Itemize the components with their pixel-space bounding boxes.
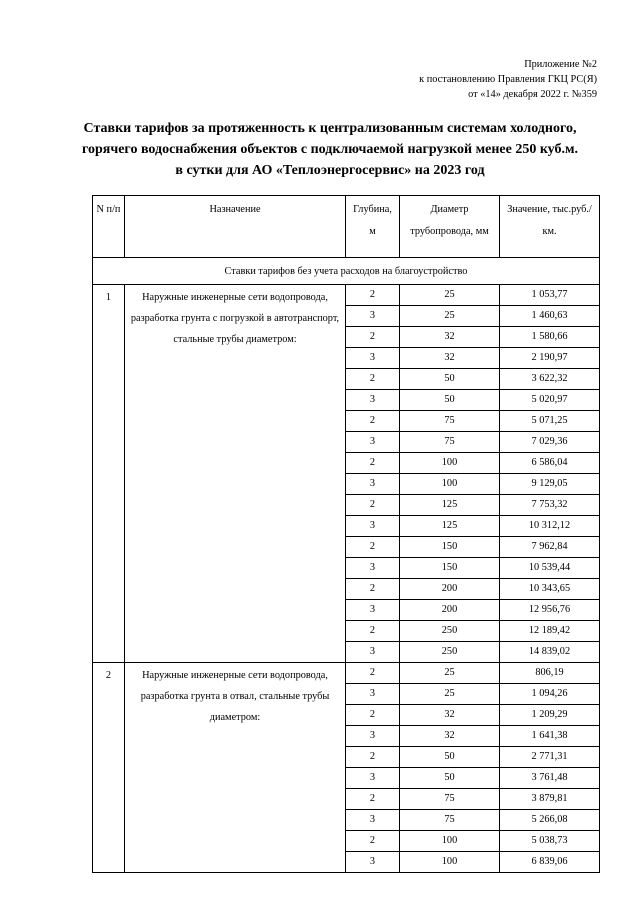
depth-cell: 2 bbox=[346, 621, 400, 642]
value-cell: 7 029,36 bbox=[500, 432, 600, 453]
row-number: 2 bbox=[93, 663, 125, 873]
value-cell: 1 053,77 bbox=[500, 285, 600, 306]
document-title bbox=[60, 118, 600, 181]
diameter-cell: 200 bbox=[400, 579, 500, 600]
header-depth: Глубина, м bbox=[346, 196, 400, 258]
appendix-line-3: от «14» декабря 2022 г. №359 bbox=[468, 89, 597, 100]
value-cell: 7 962,84 bbox=[500, 537, 600, 558]
header-diameter: Диаметр трубопровода, мм bbox=[400, 196, 500, 258]
depth-cell: 2 bbox=[346, 747, 400, 768]
depth-cell: 3 bbox=[346, 474, 400, 495]
title-line-1: Ставки тарифов за протяженность к централизованным системам холодного, bbox=[83, 121, 577, 136]
table-header-row bbox=[93, 196, 600, 258]
depth-cell: 2 bbox=[346, 411, 400, 432]
row-number: 1 bbox=[93, 285, 125, 663]
depth-cell: 2 bbox=[346, 453, 400, 474]
header-value: Значение, тыс.руб./км. bbox=[500, 196, 600, 258]
depth-cell: 3 bbox=[346, 390, 400, 411]
diameter-cell: 150 bbox=[400, 537, 500, 558]
value-cell: 1 580,66 bbox=[500, 327, 600, 348]
diameter-cell: 250 bbox=[400, 621, 500, 642]
value-cell: 5 071,25 bbox=[500, 411, 600, 432]
value-cell: 7 753,32 bbox=[500, 495, 600, 516]
appendix-line-1: Приложение №2 bbox=[524, 59, 597, 70]
diameter-cell: 25 bbox=[400, 285, 500, 306]
diameter-cell: 75 bbox=[400, 789, 500, 810]
diameter-cell: 125 bbox=[400, 516, 500, 537]
value-cell: 1 460,63 bbox=[500, 306, 600, 327]
depth-cell: 3 bbox=[346, 516, 400, 537]
diameter-cell: 100 bbox=[400, 831, 500, 852]
section-title: Ставки тарифов без учета расходов на благоустройство bbox=[93, 258, 600, 285]
section-title-row bbox=[93, 258, 600, 285]
depth-cell: 2 bbox=[346, 369, 400, 390]
value-cell: 6 586,04 bbox=[500, 453, 600, 474]
depth-cell: 2 bbox=[346, 285, 400, 306]
diameter-cell: 25 bbox=[400, 663, 500, 684]
value-cell: 1 209,29 bbox=[500, 705, 600, 726]
value-cell: 5 038,73 bbox=[500, 831, 600, 852]
diameter-cell: 32 bbox=[400, 705, 500, 726]
value-cell: 6 839,06 bbox=[500, 852, 600, 873]
value-cell: 12 189,42 bbox=[500, 621, 600, 642]
diameter-cell: 100 bbox=[400, 852, 500, 873]
table-row bbox=[93, 663, 600, 684]
value-cell: 806,19 bbox=[500, 663, 600, 684]
value-cell: 3 879,81 bbox=[500, 789, 600, 810]
header-num: N п/п bbox=[93, 196, 125, 258]
depth-cell: 2 bbox=[346, 327, 400, 348]
value-cell: 5 020,97 bbox=[500, 390, 600, 411]
depth-cell: 3 bbox=[346, 852, 400, 873]
depth-cell: 3 bbox=[346, 558, 400, 579]
diameter-cell: 100 bbox=[400, 453, 500, 474]
appendix-line-2: к постановлению Правления ГКЦ РС(Я) bbox=[419, 74, 597, 85]
value-cell: 2 771,31 bbox=[500, 747, 600, 768]
depth-cell: 3 bbox=[346, 432, 400, 453]
depth-cell: 3 bbox=[346, 684, 400, 705]
depth-cell: 3 bbox=[346, 600, 400, 621]
diameter-cell: 50 bbox=[400, 768, 500, 789]
depth-cell: 3 bbox=[346, 348, 400, 369]
value-cell: 9 129,05 bbox=[500, 474, 600, 495]
value-cell: 10 539,44 bbox=[500, 558, 600, 579]
diameter-cell: 75 bbox=[400, 810, 500, 831]
depth-cell: 2 bbox=[346, 537, 400, 558]
depth-cell: 3 bbox=[346, 810, 400, 831]
depth-cell: 3 bbox=[346, 306, 400, 327]
purpose-cell: Наружные инженерные сети водопровода, разработка грунта в отвал, стальные трубы диаметром: bbox=[125, 663, 346, 873]
table-row bbox=[93, 285, 600, 306]
diameter-cell: 32 bbox=[400, 348, 500, 369]
value-cell: 12 956,76 bbox=[500, 600, 600, 621]
depth-cell: 3 bbox=[346, 726, 400, 747]
depth-cell: 2 bbox=[346, 579, 400, 600]
diameter-cell: 50 bbox=[400, 390, 500, 411]
value-cell: 3 622,32 bbox=[500, 369, 600, 390]
depth-cell: 2 bbox=[346, 663, 400, 684]
diameter-cell: 100 bbox=[400, 474, 500, 495]
depth-cell: 3 bbox=[346, 768, 400, 789]
value-cell: 3 761,48 bbox=[500, 768, 600, 789]
diameter-cell: 50 bbox=[400, 369, 500, 390]
value-cell: 14 839,02 bbox=[500, 642, 600, 663]
value-cell: 10 312,12 bbox=[500, 516, 600, 537]
diameter-cell: 75 bbox=[400, 411, 500, 432]
tariff-table bbox=[92, 195, 600, 873]
title-line-2: горячего водоснабжения объектов с подключаемой нагрузкой менее 250 куб.м. bbox=[81, 142, 579, 157]
depth-cell: 2 bbox=[346, 831, 400, 852]
depth-cell: 2 bbox=[346, 705, 400, 726]
diameter-cell: 200 bbox=[400, 600, 500, 621]
header-purpose: Назначение bbox=[125, 196, 346, 258]
diameter-cell: 25 bbox=[400, 306, 500, 327]
value-cell: 5 266,08 bbox=[500, 810, 600, 831]
value-cell: 1 641,38 bbox=[500, 726, 600, 747]
depth-cell: 3 bbox=[346, 642, 400, 663]
value-cell: 1 094,26 bbox=[500, 684, 600, 705]
depth-cell: 2 bbox=[346, 789, 400, 810]
diameter-cell: 125 bbox=[400, 495, 500, 516]
diameter-cell: 75 bbox=[400, 432, 500, 453]
diameter-cell: 50 bbox=[400, 747, 500, 768]
appendix-note bbox=[419, 57, 597, 102]
diameter-cell: 32 bbox=[400, 726, 500, 747]
value-cell: 2 190,97 bbox=[500, 348, 600, 369]
purpose-cell: Наружные инженерные сети водопровода, разработка грунта с погрузкой в автотранспорт, стальные трубы диаметром: bbox=[125, 285, 346, 663]
diameter-cell: 25 bbox=[400, 684, 500, 705]
depth-cell: 2 bbox=[346, 495, 400, 516]
diameter-cell: 150 bbox=[400, 558, 500, 579]
title-line-3: в сутки для АО «Теплоэнергосервис» на 2023 год bbox=[175, 163, 485, 178]
diameter-cell: 32 bbox=[400, 327, 500, 348]
diameter-cell: 250 bbox=[400, 642, 500, 663]
value-cell: 10 343,65 bbox=[500, 579, 600, 600]
